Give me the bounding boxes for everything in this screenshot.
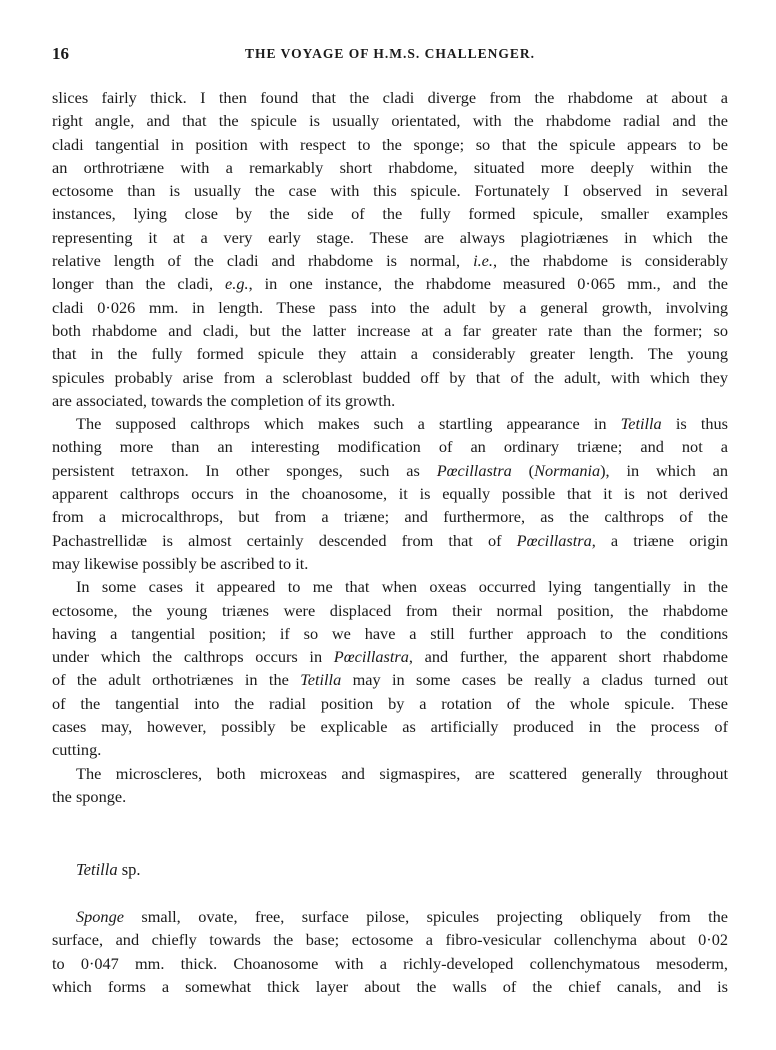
text-line: surface, and chiefly towards the base; ectosome a fibro-vesicular collenchyma about 0·02: [52, 930, 728, 950]
page-header: [52, 44, 728, 68]
page-number: 16: [52, 44, 69, 63]
text-line: spicules probably arise from a scleroblast budded off by that of the adult, with which they: [52, 367, 728, 387]
section-heading: [76, 860, 141, 880]
paragraph-calthrops: [52, 412, 728, 575]
text-line: cladi 0·026 mm. in length. These pass into the adult by a general growth, involving: [52, 297, 728, 317]
text-line: may likewise possibly be ascribed to it.: [52, 553, 309, 573]
text-line: of the tangential into the radial position by a rotation of the whole spicule. These: [52, 693, 728, 713]
species-description: [52, 905, 728, 998]
text-line: Sponge small, ovate, free, surface pilose, spicules projecting obliquely from the: [76, 907, 728, 926]
running-title: THE VOYAGE OF H.M.S. CHALLENGER.: [244, 46, 536, 61]
text-line: of the adult orthotriænes in the Tetilla may in some cases be really a cladus turned out: [52, 670, 728, 690]
text-line: cutting.: [52, 740, 102, 760]
paragraph-spicule-orientation: [52, 86, 728, 412]
text-line: which forms a somewhat thick layer about the walls of the chief canals, and is: [52, 976, 728, 996]
text-line: are associated, towards the completion of its growth.: [52, 390, 396, 410]
text-line: In some cases it appeared to me that when oxeas occurred lying tangentially in the: [76, 577, 728, 597]
text-line: instances, lying close by the side of the fully formed spicule, smaller examples: [52, 204, 728, 224]
text-line: from a microcalthrops, but from a triæne; and furthermore, as the calthrops of the: [52, 507, 728, 527]
text-line: ectosome, the young triænes were displaced from their normal position, the rhabdome: [52, 600, 728, 620]
text-line: relative length of the cladi and rhabdome is normal, i.e., the rhabdome is considerably: [52, 251, 728, 271]
species-abbreviation: sp.: [121, 860, 141, 879]
paragraph-oxeas: [52, 575, 728, 761]
text-line: right angle, and that the spicule is usually orientated, with the rhabdome radial and the: [52, 111, 728, 131]
text-line: representing it at a very early stage. These are always plagiotriænes in which the: [52, 227, 728, 247]
text-line: longer than the cladi, e.g., in one instance, the rhabdome measured 0·065 mm., and the: [52, 274, 728, 294]
text-line: nothing more than an interesting modification of an ordinary triæne; and not a: [52, 437, 728, 457]
text-line: having a tangential position; if so we have a still further approach to the conditions: [52, 623, 728, 643]
text-line: cases may, however, possibly be explicable as artificially produced in the process of: [52, 717, 728, 737]
main-text: [52, 86, 728, 808]
text-line: an orthrotriæne with a remarkably short rhabdome, situated more deeply within the: [52, 157, 728, 177]
text-line: ectosome than is usually the case with this spicule. Fortunately I observed in several: [52, 181, 728, 201]
text-line: under which the calthrops occurs in Pœcillastra, and further, the apparent short rhabdome: [52, 647, 728, 667]
text-line: slices fairly thick. I then found that the cladi diverge from the rhabdome at about a: [52, 88, 728, 107]
text-line: persistent tetraxon. In other sponges, such as Pœcillastra (Normania), in which an: [52, 460, 728, 480]
text-line: both rhabdome and cladi, but the latter increase at a far greater rate than the former; so: [52, 320, 728, 340]
text-line: cladi tangential in position with respect to the sponge; so that the spicule appears to be: [52, 134, 728, 154]
paragraph-microscleres: [52, 762, 728, 809]
text-line: Pachastrellidæ is almost certainly descended from that of Pœcillastra, a triæne origin: [52, 530, 729, 550]
text-line: apparent calthrops occurs in the choanosome, it is equally possible that it is not derived: [52, 484, 728, 504]
genus-name: Tetilla: [76, 860, 118, 879]
text-line: The supposed calthrops which makes such a startling appearance in Tetilla is thus: [76, 414, 728, 434]
text-line: to 0·047 mm. thick. Choanosome with a richly-developed collenchymatous mesoderm,: [52, 953, 728, 973]
text-line: The microscleres, both microxeas and sigmaspires, are scattered generally throughout: [76, 763, 728, 783]
text-line: the sponge.: [52, 786, 127, 806]
text-line: that in the fully formed spicule they attain a considerably greater length. The young: [52, 344, 728, 364]
